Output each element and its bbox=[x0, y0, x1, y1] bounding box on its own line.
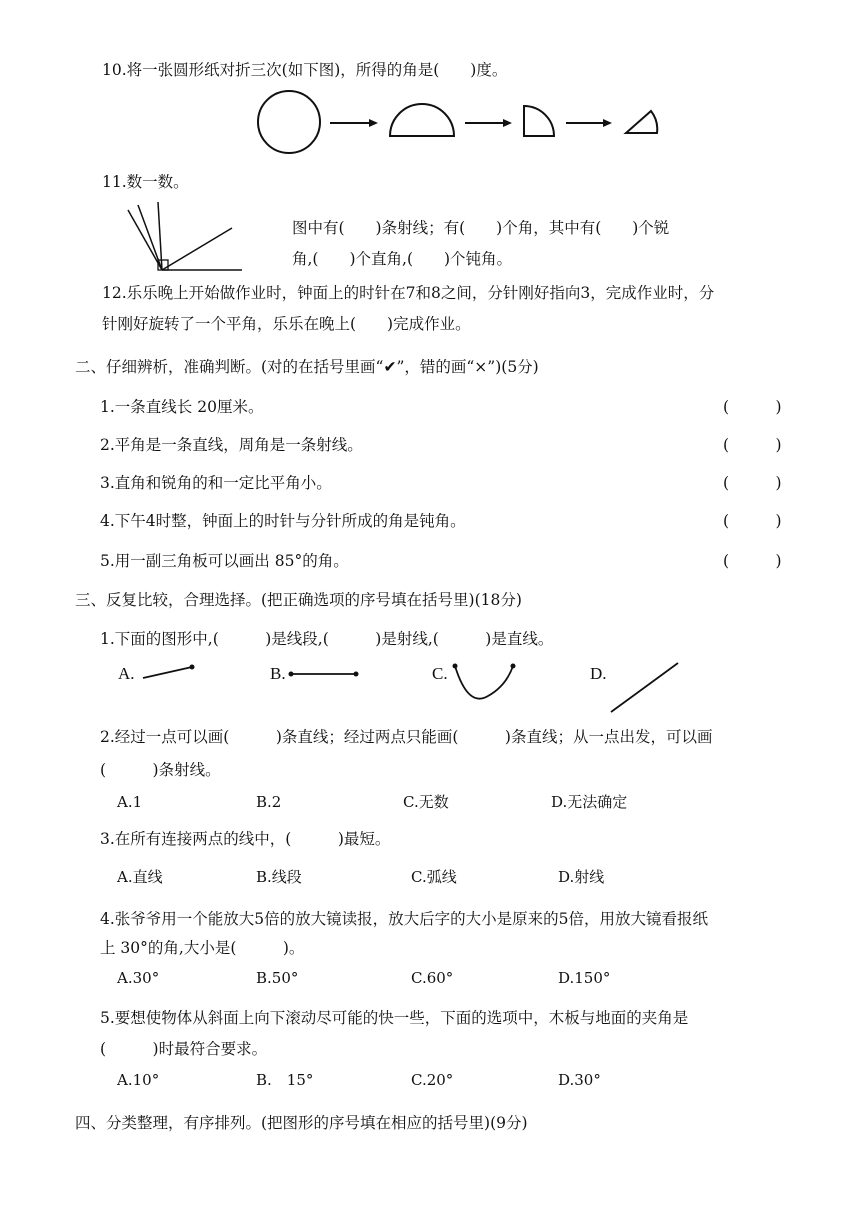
section4-heading: 四、分类整理，有序排列。(把图形的序号填在相应的括号里)(9分) bbox=[75, 1114, 528, 1132]
s3-q4-option-b[interactable]: B.50° bbox=[256, 969, 299, 987]
s2-answer-2[interactable]: ( ) bbox=[723, 436, 782, 454]
s3-q5-line1: 5.要想使物体从斜面上向下滚动尽可能的快一些，下面的选项中，木板与地面的夹角是 bbox=[100, 1009, 689, 1027]
s2-answer-4[interactable]: ( ) bbox=[723, 512, 782, 530]
q11-title: 11.数一数。 bbox=[102, 173, 189, 191]
arc-figure-c bbox=[448, 658, 528, 708]
q11-line1: 图中有( )条射线；有( )个角，其中有( )个锐 bbox=[292, 219, 670, 237]
s2-item-1: 1.一条直线长 20厘米。 bbox=[100, 398, 264, 416]
s3-q5-option-a[interactable]: A.10° bbox=[117, 1071, 160, 1089]
s3-q5-option-b[interactable]: B. 15° bbox=[256, 1071, 314, 1089]
q10-text: 10.将一张圆形纸对折三次(如下图)，所得的角是( )度。 bbox=[102, 61, 508, 79]
s3-q2-line2: ( )条射线。 bbox=[100, 761, 221, 779]
s3-q4-option-c[interactable]: C.60° bbox=[411, 969, 454, 987]
arrow-2-head bbox=[503, 119, 512, 127]
fig-label-b: B. bbox=[270, 664, 286, 683]
s2-item-3: 3.直角和锐角的和一定比平角小。 bbox=[100, 474, 332, 492]
arrow-3-head bbox=[603, 119, 612, 127]
semicircle-shape bbox=[390, 104, 454, 136]
segment-with-one-endpoint-figure-a bbox=[140, 660, 210, 690]
s2-item-4: 4.下午4时整，钟面上的时针与分针所成的角是钝角。 bbox=[100, 512, 466, 530]
s3-q2-option-a[interactable]: A.1 bbox=[117, 793, 143, 811]
fig-label-a: A. bbox=[118, 664, 135, 683]
s3-q3-option-d[interactable]: D.射线 bbox=[558, 868, 605, 886]
s3-q4-line2: 上 30°的角,大小是( )。 bbox=[100, 939, 305, 957]
s2-answer-1[interactable]: ( ) bbox=[723, 398, 782, 416]
s3-q3-option-b[interactable]: B.线段 bbox=[256, 868, 302, 886]
s2-answer-5[interactable]: ( ) bbox=[723, 552, 782, 570]
s2-item-5: 5.用一副三角板可以画出 85°的角。 bbox=[100, 552, 349, 570]
segment-figure-b bbox=[286, 660, 366, 690]
q12-line1: 12.乐乐晚上开始做作业时，钟面上的时针在7和8之间，分针刚好指向3，完成作业时，分 bbox=[102, 284, 715, 302]
s3-q4-option-a[interactable]: A.30° bbox=[117, 969, 160, 987]
line-figure-d bbox=[608, 660, 688, 720]
s3-q5-option-d[interactable]: D.30° bbox=[558, 1071, 601, 1089]
q12-line2: 针刚好旋转了一个平角，乐乐在晚上( )完成作业。 bbox=[102, 315, 471, 333]
eighth-circle-shape bbox=[626, 111, 657, 133]
section2-heading: 二、仔细辨析，准确判断。(对的在括号里画“✔”，错的画“×”)(5分) bbox=[75, 358, 539, 376]
s3-q2-option-b[interactable]: B.2 bbox=[256, 793, 282, 811]
circle-shape bbox=[258, 91, 320, 153]
quarter-circle-shape bbox=[524, 106, 554, 136]
s3-q1-text: 1.下面的图形中,( )是线段,( )是射线,( )是直线。 bbox=[100, 630, 554, 648]
section3-heading: 三、反复比较，合理选择。(把正确选项的序号填在括号里)(18分) bbox=[75, 591, 522, 609]
s2-item-2: 2.平角是一条直线，周角是一条射线。 bbox=[100, 436, 363, 454]
fig-label-d: D. bbox=[590, 664, 607, 683]
rays-figure bbox=[120, 200, 250, 280]
arrow-1-head bbox=[369, 119, 378, 127]
folding-circle-figure bbox=[250, 88, 670, 158]
s3-q2-option-d[interactable]: D.无法确定 bbox=[551, 793, 628, 811]
s2-answer-3[interactable]: ( ) bbox=[723, 474, 782, 492]
s3-q3-option-a[interactable]: A.直线 bbox=[117, 868, 163, 886]
s3-q2-option-c[interactable]: C.无数 bbox=[403, 793, 449, 811]
q11-line2: 角,( )个直角,( )个钝角。 bbox=[292, 250, 513, 268]
s3-q5-line2: ( )时最符合要求。 bbox=[100, 1040, 268, 1058]
s3-q4-option-d[interactable]: D.150° bbox=[558, 969, 611, 987]
s3-q4-line1: 4.张爷爷用一个能放大5倍的放大镜读报，放大后字的大小是原来的5倍，用放大镜看报纸 bbox=[100, 910, 709, 928]
s3-q2-line1: 2.经过一点可以画( )条直线；经过两点只能画( )条直线；从一点出发，可以画 bbox=[100, 728, 713, 746]
s3-q3-text: 3.在所有连接两点的线中，( )最短。 bbox=[100, 830, 391, 848]
s3-q5-option-c[interactable]: C.20° bbox=[411, 1071, 454, 1089]
s3-q3-option-c[interactable]: C.弧线 bbox=[411, 868, 457, 886]
fig-label-c: C. bbox=[432, 664, 448, 683]
